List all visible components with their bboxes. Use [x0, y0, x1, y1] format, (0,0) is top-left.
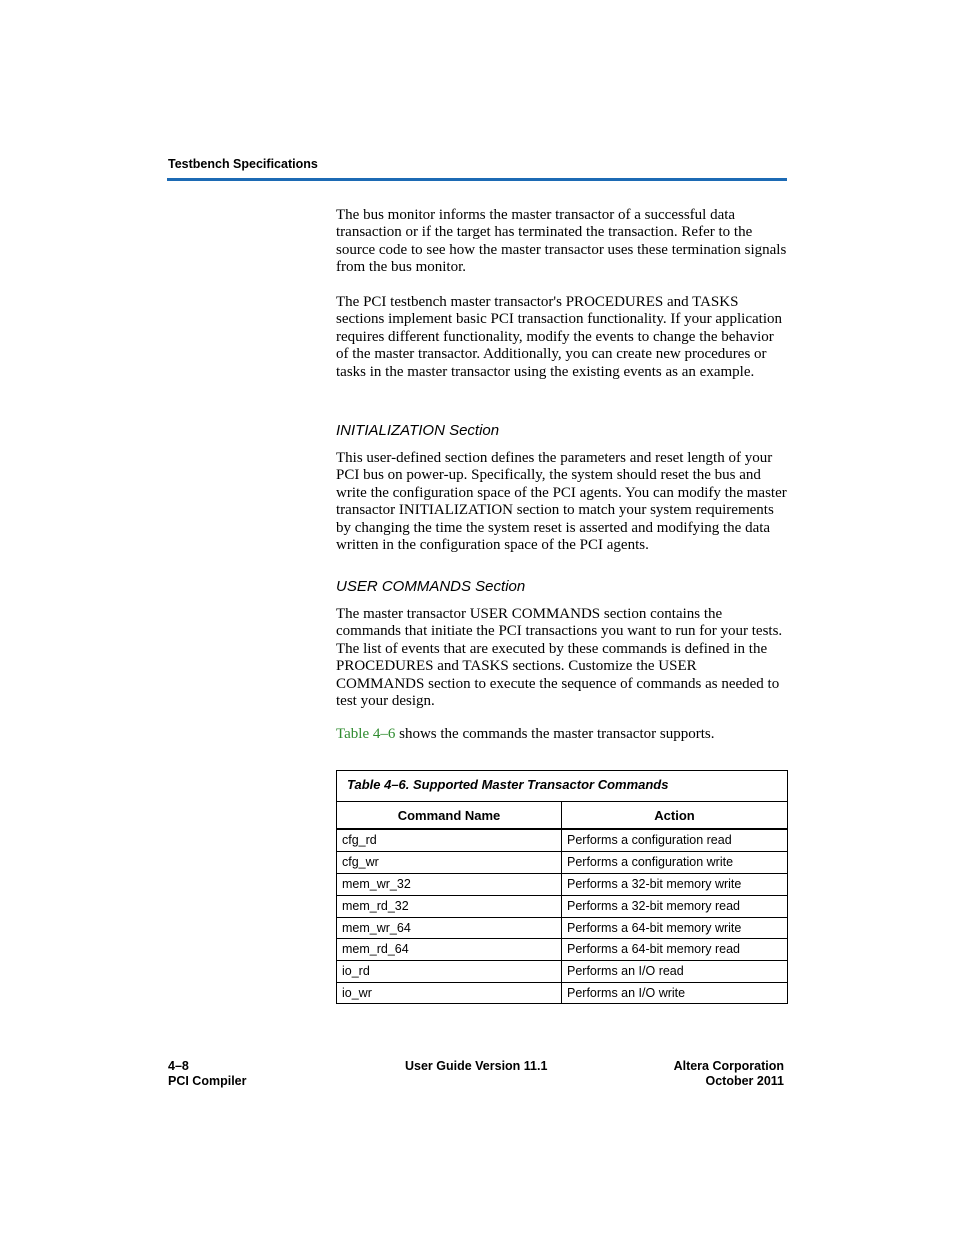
page-number: 4–8 [168, 1059, 189, 1073]
action-cell: Performs a 64-bit memory write [567, 921, 742, 935]
command-name-cell: io_rd [342, 964, 370, 978]
action-cell: Performs an I/O read [567, 964, 684, 978]
table-reference-link[interactable]: Table 4–6 [336, 726, 396, 742]
footer-guide-version: User Guide Version 11.1 [405, 1059, 548, 1073]
table-row [337, 851, 787, 874]
command-name-cell: mem_wr_64 [342, 921, 411, 935]
action-cell: Performs a 64-bit memory read [567, 942, 740, 956]
table-caption: Table 4–6. Supported Master Transactor Commands [347, 777, 669, 792]
table-reference-text: shows the commands the master transactor supports. [395, 726, 715, 742]
table-row [337, 960, 787, 983]
footer-right [674, 1059, 784, 1089]
action-cell: Performs a 32-bit memory read [567, 899, 740, 913]
table-row [337, 830, 787, 852]
table-row [337, 982, 787, 1003]
table-row [337, 938, 787, 961]
action-cell: Performs a 32-bit memory write [567, 877, 742, 891]
table-row [337, 895, 787, 918]
paragraph-user-commands: The master transactor USER COMMANDS section contains the commands that initiate the PCI transactions you want to run for your tests. The list of events that are executed by these commands is defined in the PROCEDURES and TASKS sections. Customize the USER COMMANDS section to execute the sequence of commands as needed to test your design. [336, 606, 783, 710]
paragraph-bus-monitor: The bus monitor informs the master transactor of a successful data transaction or if the target has terminated the transaction. Refer to the source code to see how the master transactor uses these termination signals from the bus monitor. [336, 207, 787, 276]
action-cell: Performs an I/O write [567, 986, 686, 1000]
table-row [337, 873, 787, 896]
paragraph-initialization: This user-defined section defines the parameters and reset length of your PCI bus on power-up. Specifically, the system should reset the bus and write the configuration space of the PCI agents. You can modify the master transactor INITIALIZATION section to match your system requirements by changing the time the system reset is asserted and modifying the data written in the configuration space of the PCI agents. [336, 450, 787, 554]
action-cell: Performs a configuration read [567, 833, 732, 847]
column-header-action: Action [654, 808, 695, 823]
running-header-title: Testbench Specifications [168, 157, 318, 171]
footer-product: PCI Compiler [168, 1074, 247, 1088]
column-header-command-name: Command Name [397, 808, 501, 823]
action-cell: Performs a configuration write [567, 855, 734, 869]
table-row [337, 917, 787, 940]
footer-date: October 2011 [705, 1074, 784, 1088]
commands-table [336, 770, 788, 1004]
command-name-cell: mem_rd_64 [342, 942, 409, 956]
paragraph-table-reference [336, 726, 788, 743]
command-name-cell: cfg_wr [342, 855, 379, 869]
footer-company: Altera Corporation [673, 1059, 784, 1073]
header-rule [167, 178, 787, 181]
heading-initialization: INITIALIZATION Section [336, 422, 500, 439]
paragraph-procedures-tasks: The PCI testbench master transactor's PROCEDURES and TASKS sections implement basic PCI transaction functionality. If your application requires different functionality, modify the events to change the behavior of the master transactor. Additionally, you can create new procedures or tasks in the master transactor using the existing events as an example. [336, 294, 783, 380]
command-name-cell: mem_wr_32 [342, 877, 411, 891]
footer-left [168, 1059, 247, 1089]
heading-user-commands: USER COMMANDS Section [336, 578, 526, 595]
command-name-cell: mem_rd_32 [342, 899, 409, 913]
command-name-cell: cfg_rd [342, 833, 377, 847]
command-name-cell: io_wr [342, 986, 372, 1000]
